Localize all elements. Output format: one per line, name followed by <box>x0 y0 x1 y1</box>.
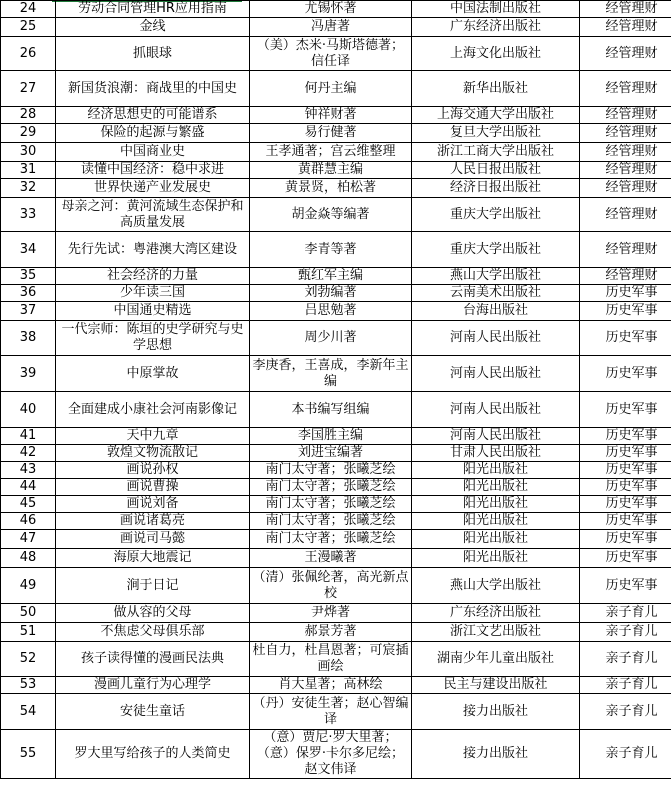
cell-author[interactable]: 何丹主编 <box>250 71 412 107</box>
table-row <box>1 604 671 623</box>
cell-title[interactable]: 劳动合同管理HR应用指南 <box>56 1 250 18</box>
cell-publisher[interactable]: 阳光出版社 <box>412 513 580 530</box>
cell-publisher[interactable]: 民主与建设出版社 <box>412 677 580 694</box>
cell-title[interactable]: 世界快递产业发展史 <box>56 179 250 198</box>
cell-title[interactable]: 抓眼球 <box>56 37 250 71</box>
cell-category[interactable]: 经管理财 <box>580 268 671 285</box>
cell-no[interactable]: 35 <box>1 268 56 285</box>
cell-author[interactable]: （意）贾尼·罗大里著；（意）保罗·卡尔多尼绘；赵文伟译 <box>250 730 412 779</box>
cell-title[interactable]: 一代宗师：陈垣的史学研究与史学思想 <box>56 321 250 356</box>
cell-no[interactable]: 37 <box>1 302 56 321</box>
cell-author[interactable]: 郝景芳著 <box>250 623 412 642</box>
table-row <box>1 198 671 232</box>
cell-category[interactable]: 历史军事 <box>580 479 671 496</box>
cell-author[interactable]: （美）杰米·马斯塔德著；信任译 <box>250 37 412 71</box>
cell-author[interactable]: 王孝通著；宫云维整理 <box>250 143 412 162</box>
table-row <box>1 549 671 568</box>
cell-title[interactable]: 敦煌文物流散记 <box>56 445 250 462</box>
table-row <box>1 530 671 549</box>
cell-author[interactable]: 李庚香，王喜成，李新年主编 <box>250 356 412 392</box>
cell-author[interactable]: 冯唐著 <box>250 18 412 37</box>
cell-no[interactable]: 52 <box>1 642 56 677</box>
cell-publisher[interactable]: 云南美术出版社 <box>412 285 580 302</box>
cell-category[interactable]: 经管理财 <box>580 71 671 107</box>
cell-publisher[interactable]: 湖南少年儿童出版社 <box>412 642 580 677</box>
cell-author[interactable]: 本书编写组编 <box>250 392 412 428</box>
cell-publisher[interactable]: 河南人民出版社 <box>412 392 580 428</box>
table-row <box>1 677 671 694</box>
cell-no[interactable]: 42 <box>1 445 56 462</box>
cell-author[interactable]: 南门太守著；张曦芝绘 <box>250 496 412 513</box>
table-row <box>1 232 671 268</box>
cell-category[interactable]: 历史军事 <box>580 445 671 462</box>
cell-title[interactable]: 保险的起源与繁盛 <box>56 124 250 143</box>
cell-author[interactable]: 黄景贤，柏松著 <box>250 179 412 198</box>
cell-publisher[interactable]: 燕山大学出版社 <box>412 268 580 285</box>
cell-no[interactable]: 32 <box>1 179 56 198</box>
cell-author[interactable]: 李青等著 <box>250 232 412 268</box>
cell-no[interactable]: 47 <box>1 530 56 549</box>
cell-publisher[interactable]: 阳光出版社 <box>412 462 580 479</box>
table-row <box>1 568 671 604</box>
cell-no[interactable]: 27 <box>1 71 56 107</box>
cell-title[interactable]: 不焦虑父母俱乐部 <box>56 623 250 642</box>
table-row <box>1 162 671 179</box>
cell-category[interactable]: 亲子育儿 <box>580 694 671 730</box>
table-row <box>1 124 671 143</box>
cell-publisher[interactable]: 广东经济出版社 <box>412 18 580 37</box>
cell-author[interactable]: 刘勃编著 <box>250 285 412 302</box>
cell-no[interactable]: 38 <box>1 321 56 356</box>
cell-publisher[interactable]: 人民日报出版社 <box>412 162 580 179</box>
cell-no[interactable]: 44 <box>1 479 56 496</box>
cell-no[interactable]: 25 <box>1 18 56 37</box>
cell-publisher[interactable]: 阳光出版社 <box>412 530 580 549</box>
cell-no[interactable]: 30 <box>1 143 56 162</box>
cell-publisher[interactable]: 中国法制出版社 <box>412 1 580 18</box>
cell-author[interactable]: 吕思勉著 <box>250 302 412 321</box>
cell-publisher[interactable]: 接力出版社 <box>412 730 580 779</box>
cell-category[interactable]: 历史军事 <box>580 302 671 321</box>
cell-no[interactable]: 49 <box>1 568 56 604</box>
cell-no[interactable]: 51 <box>1 623 56 642</box>
table-row <box>1 18 671 37</box>
cell-category[interactable]: 历史军事 <box>580 549 671 568</box>
table-row <box>1 356 671 392</box>
cell-category[interactable]: 经管理财 <box>580 124 671 143</box>
cell-category[interactable]: 历史军事 <box>580 530 671 549</box>
cell-no[interactable]: 40 <box>1 392 56 428</box>
cell-publisher[interactable]: 经济日报出版社 <box>412 179 580 198</box>
cell-title[interactable]: 全面建成小康社会河南影像记 <box>56 392 250 428</box>
cell-publisher[interactable]: 复旦大学出版社 <box>412 124 580 143</box>
cell-category[interactable]: 经管理财 <box>580 198 671 232</box>
cell-category[interactable]: 历史军事 <box>580 462 671 479</box>
cell-author[interactable]: 南门太守著；张曦芝绘 <box>250 530 412 549</box>
cell-title[interactable]: 画说孙权 <box>56 462 250 479</box>
cell-category[interactable]: 历史军事 <box>580 496 671 513</box>
cell-no[interactable]: 53 <box>1 677 56 694</box>
table-row <box>1 513 671 530</box>
cell-title[interactable]: 画说诸葛亮 <box>56 513 250 530</box>
cell-title[interactable]: 画说刘备 <box>56 496 250 513</box>
cell-title[interactable]: 新国货浪潮：商战里的中国史 <box>56 71 250 107</box>
cell-no[interactable]: 54 <box>1 694 56 730</box>
cell-publisher[interactable]: 阳光出版社 <box>412 549 580 568</box>
cell-no[interactable]: 26 <box>1 37 56 71</box>
cell-publisher[interactable]: 河南人民出版社 <box>412 321 580 356</box>
cell-category[interactable]: 亲子育儿 <box>580 623 671 642</box>
cell-category[interactable]: 历史军事 <box>580 568 671 604</box>
cell-title[interactable]: 孩子读得懂的漫画民法典 <box>56 642 250 677</box>
table-row <box>1 623 671 642</box>
table-row <box>1 730 671 779</box>
cell-author[interactable]: 肖大星著；高林绘 <box>250 677 412 694</box>
cell-category[interactable]: 经管理财 <box>580 179 671 198</box>
cell-title[interactable]: 中国商业史 <box>56 143 250 162</box>
cell-category[interactable]: 经管理财 <box>580 107 671 124</box>
cell-author[interactable]: 易行健著 <box>250 124 412 143</box>
cell-no[interactable]: 45 <box>1 496 56 513</box>
cell-publisher[interactable]: 河南人民出版社 <box>412 356 580 392</box>
cell-title[interactable]: 漫画儿童行为心理学 <box>56 677 250 694</box>
cell-no[interactable]: 48 <box>1 549 56 568</box>
table-row <box>1 285 671 302</box>
cell-author[interactable]: 周少川著 <box>250 321 412 356</box>
cell-publisher[interactable]: 接力出版社 <box>412 694 580 730</box>
cell-no[interactable]: 34 <box>1 232 56 268</box>
table-row <box>1 496 671 513</box>
table-row <box>1 37 671 71</box>
cell-no[interactable]: 36 <box>1 285 56 302</box>
table-row <box>1 428 671 445</box>
cell-category[interactable]: 经管理财 <box>580 232 671 268</box>
cell-author[interactable]: 南门太守著；张曦芝绘 <box>250 513 412 530</box>
cell-author[interactable]: 刘进宝编著 <box>250 445 412 462</box>
cell-publisher[interactable]: 阳光出版社 <box>412 496 580 513</box>
cell-no[interactable]: 39 <box>1 356 56 392</box>
cell-title[interactable]: 画说曹操 <box>56 479 250 496</box>
cell-category[interactable]: 经管理财 <box>580 37 671 71</box>
cell-category[interactable]: 历史军事 <box>580 321 671 356</box>
cell-category[interactable]: 历史军事 <box>580 428 671 445</box>
cell-publisher[interactable]: 重庆大学出版社 <box>412 198 580 232</box>
cell-category[interactable]: 经管理财 <box>580 162 671 179</box>
cell-title[interactable]: 读懂中国经济：稳中求进 <box>56 162 250 179</box>
cell-title[interactable]: 涧于日记 <box>56 568 250 604</box>
cell-category[interactable]: 历史军事 <box>580 513 671 530</box>
table-row <box>1 71 671 107</box>
cell-author[interactable]: （清）张佩纶著，高光新点校 <box>250 568 412 604</box>
cell-author[interactable]: 尤锡怀著 <box>250 1 412 18</box>
cell-publisher[interactable]: 浙江工商大学出版社 <box>412 143 580 162</box>
table-row <box>1 642 671 677</box>
table-row <box>1 694 671 730</box>
table-row <box>1 445 671 462</box>
table-row <box>1 462 671 479</box>
cell-publisher[interactable]: 台海出版社 <box>412 302 580 321</box>
cell-no[interactable]: 43 <box>1 462 56 479</box>
cell-title[interactable]: 少年读三国 <box>56 285 250 302</box>
cell-author[interactable]: 胡金焱等编著 <box>250 198 412 232</box>
cell-author[interactable]: 甄红军主编 <box>250 268 412 285</box>
cell-category[interactable]: 经管理财 <box>580 143 671 162</box>
cell-title[interactable]: 母亲之河：黄河流域生态保护和高质量发展 <box>56 198 250 232</box>
cell-category[interactable]: 亲子育儿 <box>580 677 671 694</box>
table-row <box>1 321 671 356</box>
table-row <box>1 268 671 285</box>
cell-publisher[interactable]: 燕山大学出版社 <box>412 568 580 604</box>
cell-no[interactable]: 28 <box>1 107 56 124</box>
cell-publisher[interactable]: 阳光出版社 <box>412 479 580 496</box>
cell-publisher[interactable]: 上海交通大学出版社 <box>412 107 580 124</box>
cell-no[interactable]: 31 <box>1 162 56 179</box>
cell-author[interactable]: 尹烨著 <box>250 604 412 623</box>
cell-author[interactable]: （丹）安徒生著；赵心智编译 <box>250 694 412 730</box>
cell-no[interactable]: 41 <box>1 428 56 445</box>
cell-publisher[interactable]: 新华出版社 <box>412 71 580 107</box>
cell-category[interactable]: 亲子育儿 <box>580 730 671 779</box>
cell-no[interactable]: 55 <box>1 730 56 779</box>
table-row <box>1 392 671 428</box>
cell-publisher[interactable]: 重庆大学出版社 <box>412 232 580 268</box>
cell-publisher[interactable]: 浙江文艺出版社 <box>412 623 580 642</box>
cell-category[interactable]: 历史军事 <box>580 356 671 392</box>
cell-no[interactable]: 50 <box>1 604 56 623</box>
cell-publisher[interactable]: 广东经济出版社 <box>412 604 580 623</box>
cell-publisher[interactable]: 甘肃人民出版社 <box>412 445 580 462</box>
cell-title[interactable]: 画说司马懿 <box>56 530 250 549</box>
cell-no[interactable]: 29 <box>1 124 56 143</box>
cell-title[interactable]: 中国通史精选 <box>56 302 250 321</box>
cell-author[interactable]: 李国胜主编 <box>250 428 412 445</box>
table-row <box>1 479 671 496</box>
cell-publisher[interactable]: 河南人民出版社 <box>412 428 580 445</box>
cell-title[interactable]: 天中九章 <box>56 428 250 445</box>
cell-author[interactable]: 钟祥财著 <box>250 107 412 124</box>
cell-category[interactable]: 经管理财 <box>580 1 671 18</box>
cell-author[interactable]: 南门太守著；张曦芝绘 <box>250 462 412 479</box>
cell-title[interactable]: 先行先试：粤港澳大湾区建设 <box>56 232 250 268</box>
cell-title[interactable]: 安徒生童话 <box>56 694 250 730</box>
cell-no[interactable]: 33 <box>1 198 56 232</box>
table-row <box>1 143 671 162</box>
table-row <box>1 1 671 18</box>
cell-title[interactable]: 社会经济的力量 <box>56 268 250 285</box>
cell-title[interactable]: 金线 <box>56 18 250 37</box>
cell-category[interactable]: 经管理财 <box>580 18 671 37</box>
cell-category[interactable]: 亲子育儿 <box>580 642 671 677</box>
cell-author[interactable]: 王漫曦著 <box>250 549 412 568</box>
cell-title[interactable]: 做从容的父母 <box>56 604 250 623</box>
table-row <box>1 107 671 124</box>
cell-title[interactable]: 罗大里写给孩子的人类简史 <box>56 730 250 779</box>
cell-category[interactable]: 历史军事 <box>580 392 671 428</box>
cell-no[interactable]: 46 <box>1 513 56 530</box>
cell-author[interactable]: 杜自力，杜昌恩著；可宸插画绘 <box>250 642 412 677</box>
cell-author[interactable]: 黄群慧主编 <box>250 162 412 179</box>
cell-title[interactable]: 经济思想史的可能谱系 <box>56 107 250 124</box>
cell-no[interactable]: 24 <box>1 1 56 18</box>
cell-author[interactable]: 南门太守著；张曦芝绘 <box>250 479 412 496</box>
cell-category[interactable]: 历史军事 <box>580 285 671 302</box>
cell-title[interactable]: 海原大地震记 <box>56 549 250 568</box>
cell-publisher[interactable]: 上海文化出版社 <box>412 37 580 71</box>
cell-title[interactable]: 中原掌故 <box>56 356 250 392</box>
table-row <box>1 179 671 198</box>
cell-category[interactable]: 亲子育儿 <box>580 604 671 623</box>
table-row <box>1 302 671 321</box>
